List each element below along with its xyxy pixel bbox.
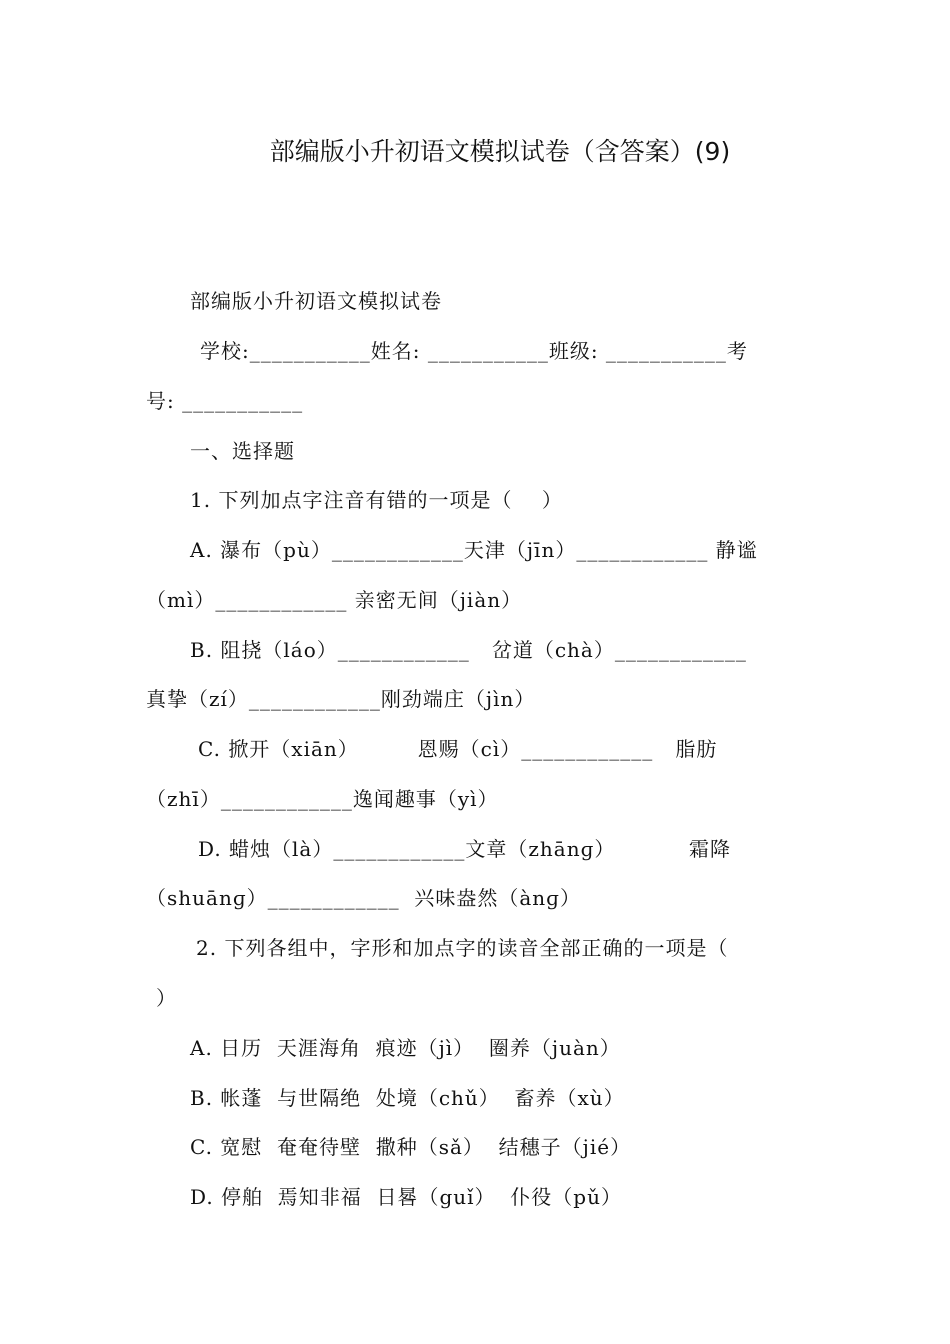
question-2-stem-continued: ） [156,986,177,1010]
q2-option-c: C. 宽慰 奄奄待壁 撒种（sǎ） 结穗子（jié） [190,1135,632,1159]
q2-option-d: D. 停舶 焉知非福 日晷（guǐ） 仆役（pǔ） [190,1185,622,1209]
q2-option-a: A. 日历 天涯海角 痕迹（jì） 圈养（juàn） [190,1036,621,1060]
section-heading-choice: 一、选择题 [190,439,295,463]
q1-option-a-line-2: （mì）____________ 亲密无间（jiàn） [146,588,523,612]
q1-option-a-line-1: A. 瀑布（pù）____________天津（jīn）____________ 静谧 [190,538,758,562]
question-2-stem: 2. 下列各组中，字形和加点字的读音全部正确的一项是（ [196,936,729,960]
q1-option-b-line-2: 真挚（zí）____________刚劲端庄（jìn） [146,687,536,711]
q1-option-c-line-1: C. 掀开（xiān） 恩赐（cì）____________ 脂肪 [198,737,718,761]
q1-option-d-line-2: （shuānɡ）____________ 兴味盎然（ànɡ） [146,886,581,910]
q1-option-b-line-1: B. 阻挠（láo）____________ 岔道（chà）____________ [190,638,747,662]
student-info-line-2: 号: ___________ [146,389,304,413]
q1-option-d-line-1: D. 蜡烛（là）____________文章（zhānɡ） 霜降 [198,837,731,861]
document-title: 部编版小升初语文模拟试卷（含答案）(9) [269,137,731,166]
student-info-line-1: 学校:___________姓名: ___________班级: ___________考 [200,339,748,363]
paper-subtitle: 部编版小升初语文模拟试卷 [190,289,442,313]
question-1-stem: 1. 下列加点字注音有错的一项是（ ） [190,488,563,512]
q1-option-c-line-2: （zhī）____________逸闻趣事（yì） [146,787,499,811]
q2-option-b: B. 帐蓬 与世隔绝 处境（chǔ） 畜养（xù） [190,1086,625,1110]
